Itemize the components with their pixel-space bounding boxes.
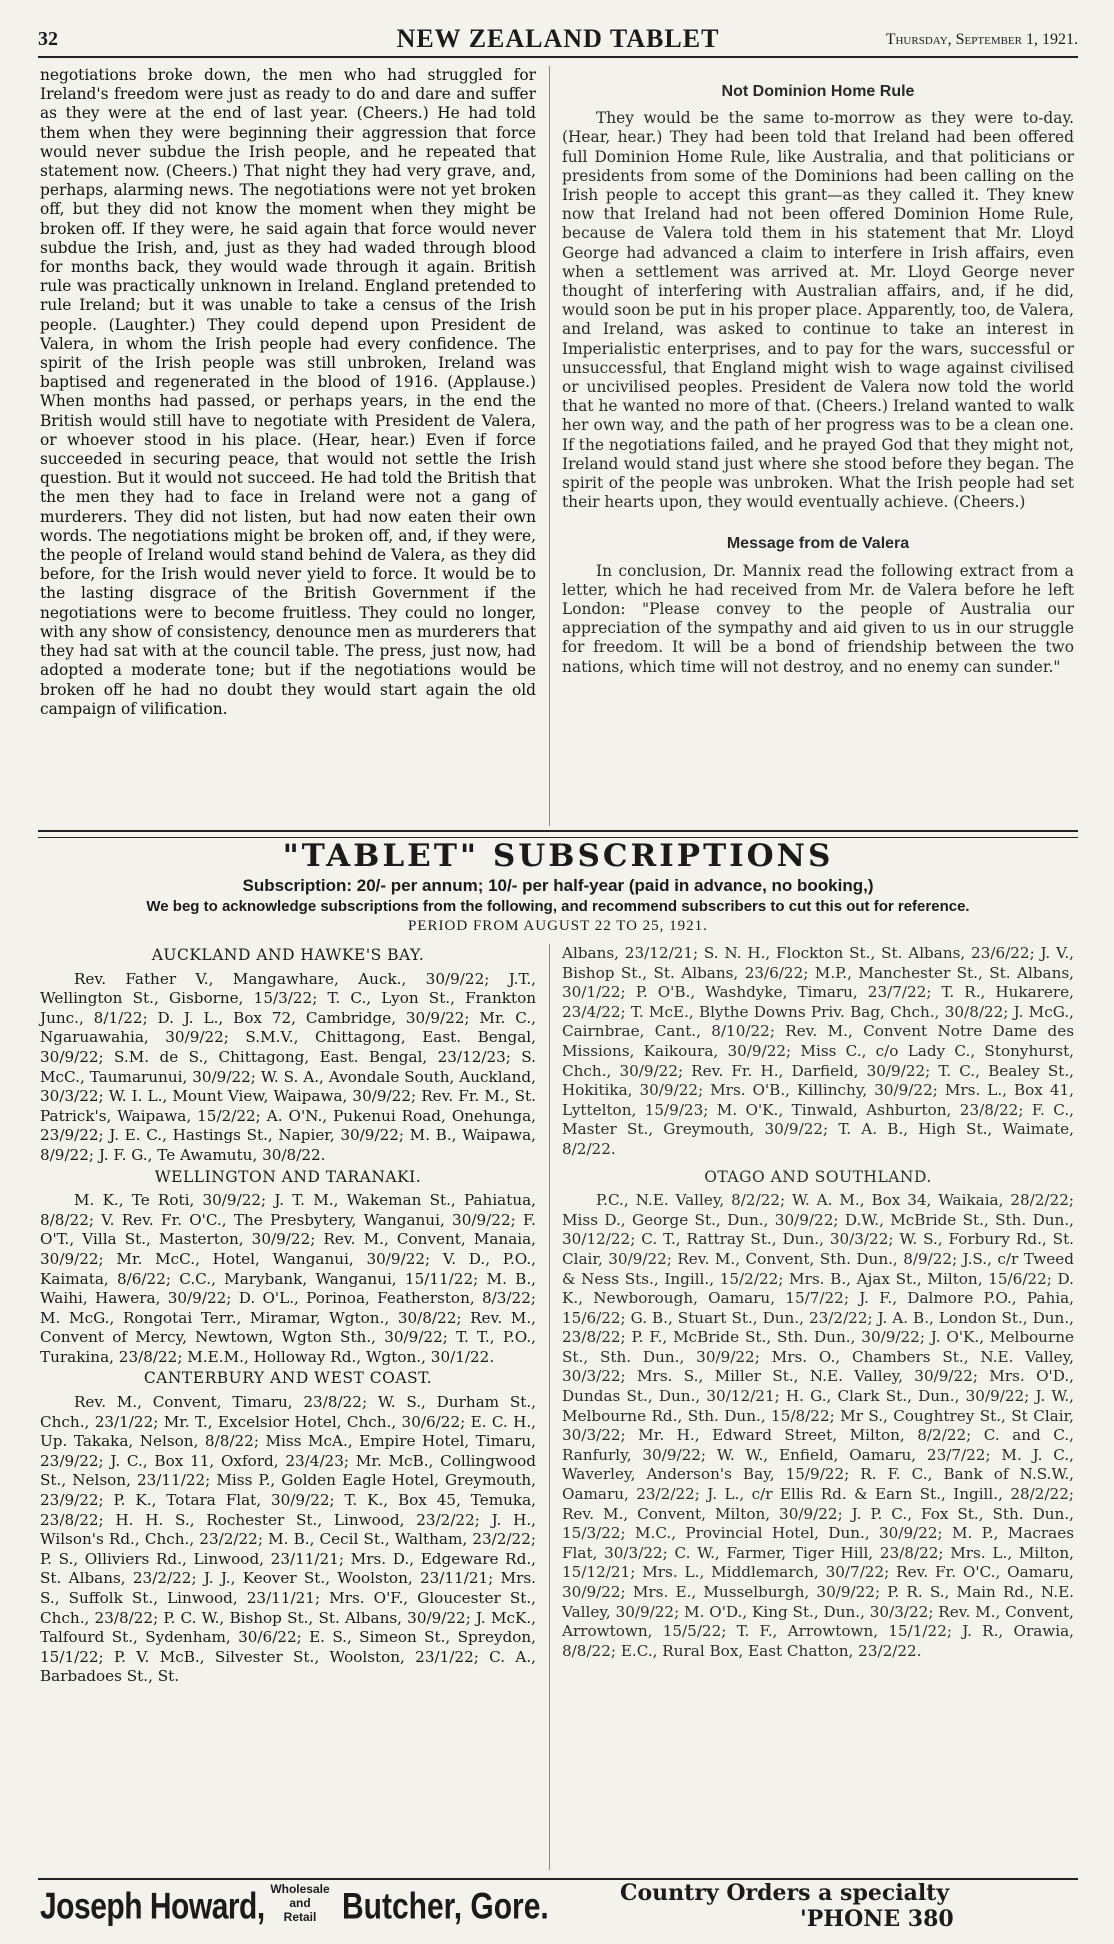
section-heading-dominion: Not Dominion Home Rule — [721, 83, 915, 100]
column-divider-bottom — [549, 944, 550, 1870]
section-heading-message: Message from de Valera — [726, 535, 910, 553]
region-heading-auckland: AUCKLAND AND HAWKE'S BAY. — [151, 946, 425, 964]
subscription-rates: Subscription: 20/- per annum; 10/- per half-year (paid in advance, no booking,) — [242, 876, 874, 895]
article-right-column — [562, 82, 1074, 677]
subscription-period: PERIOD FROM AUGUST 22 TO 25, 1921. — [408, 918, 708, 934]
column-divider-top — [549, 66, 550, 826]
article-left-column — [40, 66, 536, 719]
section-rule — [38, 830, 1078, 838]
advert-ws-line1: Wholesale — [270, 1882, 330, 1896]
region-list-canterbury-continued: Albans, 23/12/21; S. N. H., Flockton St., St. Albans, 23/6/22; J. V., Bishop St., St. Albans, 23/6/22; M.P., Manchester St., St. Albans, 30/1/22; P. O'B., Washdyke, Timaru, 23/7/22; T. R., Hukarere, 23/4/22; T. McE., Blythe Downs Priv. Bag, Chch., 30/8/22; J. McG., Cairnbrae, Cant., 8/10/22; Rev. M., Convent Notre Dame des Missions, Kaikoura, 30/9/22; Miss C., c/o Lady C., Stonyhurst, Chch., 30/9/22; Rev. Fr. H., Darfield, 30/9/22; T. C., Bealey St., Hokitika, 30/9/22; Mrs. O'B., Killinchy, 30/9/22; Mrs. L., Box 41, Lyttelton, 15/9/23; M. O'K., Tinwald, Ashburton, 23/8/22; F. C., Master St., Greymouth, 30/9/22; T. A. B., High St., Waimate, 8/2/22. — [562, 944, 1074, 1158]
advert-wholesale-retail — [268, 1882, 332, 1924]
page-number: 32 — [38, 28, 58, 50]
advert-ws-line2: and — [289, 1896, 311, 1910]
subscriptions-title: "TABLET" SUBSCRIPTIONS — [282, 838, 834, 874]
region-heading-otago: OTAGO AND SOUTHLAND. — [704, 1167, 932, 1186]
masthead-title: NEW ZEALAND TABLET — [396, 24, 720, 53]
article-left-paragraph: negotiations broke down, the men who had struggled for Ireland's freedom were just as ready to do and dare and suffer as they were at the end of last year. (Cheers.) He had told them when they were beginning their aggression that force would never subdue the Irish people, and he repeated that statement now. (Cheers.) That night they had very grave, and, perhaps, alarming news. The negotiations were not yet broken off, but they did not know the moment when they might be broken off. If they were, he said again that force would never subdue the Irish, and, just as they had waded through blood for months back, they would wade through it again. British rule was practically unknown in Ireland. England pretended to rule Ireland; but it was unable to take a census of the Irish people. (Laughter.) They could depend upon President de Valera, in whom the Irish people had every confidence. The spirit of the Irish people was still unbroken, Ireland was baptised and regenerated in the blood of 1916. (Applause.) When months had passed, or perhaps years, in the end the British would still have to negotiate with President de Valera, or whoever stood in his place. (Hear, hear.) Even if force succeeded in securing peace, that would not settle the Irish question. But it would not succeed. He had told the British that the men they had to face in Ireland were not a gang of murderers. They did not listen, but had now eaten their own words. The negotiations might be broken off, and, if they were, the people of Ireland would stand behind de Valera, as they did before, for the Irish would never yield to force. It would be to the lasting disgrace of the British Government if the negotiations were to become fruitless. They could no longer, with any show of consistency, denounce men as murderers that they had sat with at the council table. The press, just now, had adopted a moderate tone; but if the negotiations would be broken off he had no doubt they would start again the old campaign of vilification. — [40, 66, 536, 718]
region-heading-wellington: WELLINGTON AND TARANAKI. — [154, 1167, 422, 1186]
region-list-auckland: Rev. Father V., Mangawhare, Auck., 30/9/22; J.T., Wellington St., Gisborne, 15/3/22; T. C., Lyon St., Frankton Junc., 8/1/22; D. J. L., Box 72, Cambridge, 30/9/22; Mr. C., Ngaruawahia, 30/9/22; S.M.V., Chittagong, East. Bengal, 30/9/22; S.M. de S., Chittagong, East. Bengal, 23/12/23; S. McC., Taumarunui, 30/9/22; W. S. A., Avondale South, Auckland, 30/3/22; W. I. L., Mount View, Waipawa, 30/9/22; Rev. Fr. M., St. Patrick's, Waipawa, 15/2/22; A. O'N., Pukenui Road, Onehunga, 23/9/22; J. E. C., Hastings St., Napier, 30/9/22; M. B., Waipawa, 8/9/22; J. F. G., Te Awamutu, 30/8/22. — [40, 969, 536, 1164]
region-list-wellington: M. K., Te Roti, 30/9/22; J. T. M., Wakeman St., Pahiatua, 8/8/22; V. Rev. Fr. O'C., The Presbytery, Wanganui, 30/9/22; F. O'T., Villa St., Masterton, 30/9/22; Rev. M., Convent, Manaia, 30/9/22; Mr. McC., Hotel, Wanganui, 30/9/22; V. D., P.O., Kaimata, 8/6/22; C.C., Marybank, Wanganui, 15/11/22; M. B., Waihi, Hawera, 30/9/22; D. O'L., Porinoa, Featherston, 8/3/22; M. McG., Rongotai Terr., Miramar, Wgton., 30/8/22; Rev. M., Convent of Mercy, Newtown, Wgton Sth., 30/9/22; T. T., P.O., Turakina, 23/8/22; M.E.M., Holloway Rd., Wgton., 30/1/22. — [40, 1191, 536, 1366]
advert-country-orders: Country Orders a specialty — [620, 1880, 950, 1906]
advert-phone: 'PHONE 380 — [800, 1906, 954, 1932]
advert-business: Butcher, Gore. — [342, 1886, 549, 1928]
subscriptions-right-column — [562, 944, 1074, 1661]
issue-date: Thursday, September 1, 1921. — [885, 31, 1078, 48]
region-heading-canterbury: CANTERBURY AND WEST COAST. — [143, 1369, 433, 1388]
advert-name: Joseph Howard, — [40, 1886, 265, 1928]
subscriptions-left-column — [40, 944, 536, 1687]
page-header — [38, 22, 1078, 58]
region-list-otago: P.C., N.E. Valley, 8/2/22; W. A. M., Box 34, Waikaia, 28/2/22; Miss D., George St., Dun., 30/9/22; D.W., McBride St., Sth. Dun., 30/12/22; C. T., Rattray St., Dun., 30/3/22; W. S., Forbury Rd., St. Clair, 30/9/22; Rev. M., Convent, Sth. Dun., 8/9/22; J.S., c/r Tweed & Ness Sts., Ingill., 15/2/22; Mrs. B., Ajax St., Milton, 15/6/22; D. K., Newborough, Oamaru, 15/7/22; J. F., Dalmore P.O., Pahia, 15/6/22; G. B., Stuart St., Dun., 23/2/22; J. A. B., London St., Dun., 23/8/22; P. F., McBride St., Sth. Dun., 30/9/22; J. O'K., Melbourne St., Sth. Dun., 30/9/22; Mrs. O., Chambers St., N.E. Valley, 30/3/22; Mrs. S., Miller St., N.E. Valley, 30/9/22; Mrs. O'D., Dundas St., Dun., 30/12/21; H. G., Clark St., Dun., 30/9/22; J. W., Melbourne Rd., Sth. Dun., 15/8/22; Mr S., Coughtrey St., St Clair, 30/3/22; Mr. H., Edward Street, Milton, 8/2/22; C. and C., Ranfurly, 30/9/22; W. W., Enfield, Oamaru, 23/7/22; M. J. C., Waverley, Anderson's Bay, 15/9/22; R. F. C., Bank of N.S.W., Oamaru, 23/2/22; J. L., c/r Ellis Rd. & Earn St., Ingill., 28/2/22; Rev. M., Convent, Milton, 30/9/22; J. P. C., Fox St., Sth. Dun., 15/3/22; M.C., Provincial Hotel, Dun., 30/9/22; M. P., Macraes Flat, 30/3/22; C. W., Farmer, Tiger Hill, 23/8/22; Mrs. L., Milton, 15/12/21; Mrs. L., Middlemarch, 30/7/22; Rev. Fr. O'C., Oamaru, 30/9/22; Mrs. E., Musselburgh, 30/9/22; P. R. S., Main Rd., N.E. Valley, 30/9/22; M. O'D., King St., Dun., 30/3/22; Rev. M., Convent, Arrowtown, 15/5/22; T. F., Arrowtown, 15/1/22; J. R., Orawia, 8/8/22; E.C., Rural Box, East Chatton, 23/2/22. — [562, 1191, 1074, 1660]
advert-ws-line3: Retail — [283, 1910, 317, 1924]
section-text-dominion: They would be the same to-morrow as they were to-day. (Hear, hear.) They had been told that Ireland had been offered full Dominion Home Rule, like Australia, and that politicians or presidents from some of the Dominions had been calling on the Irish people to accept this grant—as they called it. They knew now that Ireland had not been offered Dominion Home Rule, because de Valera told them in his statement that Mr. Lloyd George had advanced a claim to interfere in Irish affairs, even when a settlement was arrived at. Mr. Lloyd George never thought of interfering with Australian affairs, and, if he did, would soon be put in his proper place. Apparently, too, de Valera, and Ireland, was asked to continue to take an interest in Imperialistic enterprises, and to pay for the wars, successful or unsuccessful, that England might wish to wage against civilised or uncivilised peoples. President de Valera now told the world that he wanted no more of that. (Cheers.) Ireland wanted to walk her own way, and the path of her progress was to be a clean one. If the negotiations failed, and he prayed God that they might not, Ireland would stand just where she stood before they began. The spirit of the people was unbroken. What the Irish people had set their hearts upon, they would eventually achieve. (Cheers.) — [562, 109, 1074, 512]
region-list-canterbury: Rev. M., Convent, Timaru, 23/8/22; W. S., Durham St., Chch., 23/1/22; Mr. T., Excelsior Hotel, Chch., 30/6/22; E. C. H., Up. Takaka, Nelson, 8/8/22; Miss McA., Empire Hotel, Timaru, 23/9/22; J. C., Box 11, Oxford, 23/4/23; Mr. McB., Collingwood St., Nelson, 23/11/22; Miss P., Golden Eagle Hotel, Greymouth, 23/9/22; P. K., Totara Flat, 30/9/22; T. K., Box 45, Temuka, 23/8/22; H. H. S., Rochester St., Linwood, 23/2/22; J. H., Wilson's Rd., Chch., 23/2/22; M. B., Cecil St., Waltham, 23/2/22; P. S., Olliviers Rd., Linwood, 23/11/21; Mrs. D., Edgeware Rd., St. Albans, 23/2/22; J. J., Keover St., Woolston, 23/11/21; Mrs. S., Suffolk St., Linwood, 23/11/21; Mrs. O'F., Gloucester St., Chch., 23/8/22; P. C. W., Bishop St., St. Albans, 30/9/22; J. McK., Talfourd St., Sydenham, 30/6/22; E. S., Simeon St., Spreydon, 15/1/22; P. V. McB., Silvester St., Woolston, 23/1/22; C. A., Barbadoes St., St. — [40, 1393, 536, 1686]
subscription-note: We beg to acknowledge subscriptions from the following, and recommend subscribers to cut this out for reference. — [146, 898, 970, 915]
section-text-message: In conclusion, Dr. Mannix read the following extract from a letter, which he had received from Mr. de Valera before he left London: "Please convey to the people of Australia our appreciation of the sympathy and aid given to us in our struggle for freedom. It will be a bond of friendship between the two nations, which time will not destroy, and no enemy can sunder." — [562, 561, 1074, 676]
